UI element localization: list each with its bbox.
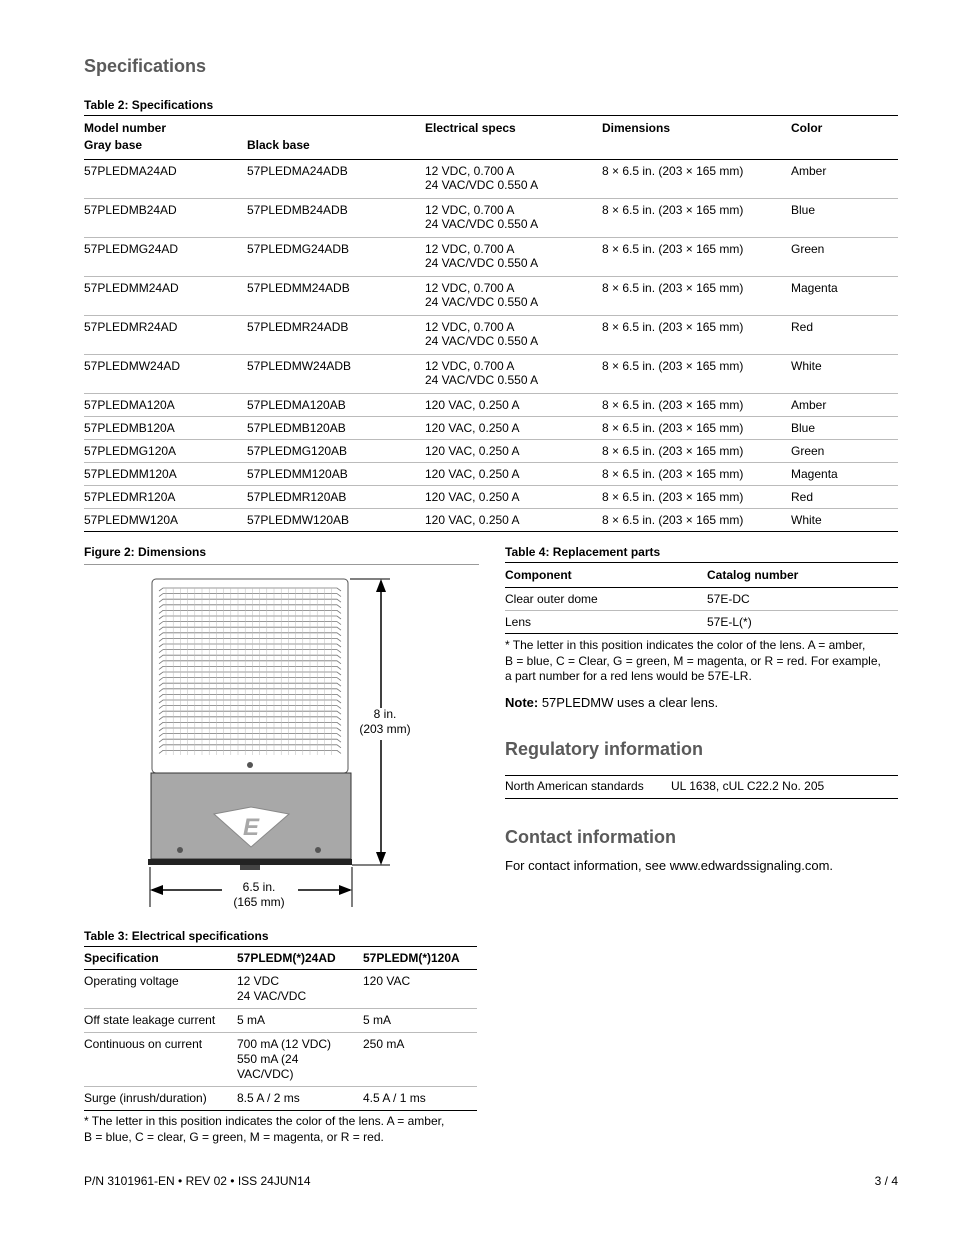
- table-row: [84, 1087, 477, 1111]
- regulatory-label: North American standards: [505, 779, 644, 793]
- dimensions-value: 8 × 6.5 in. (203 × 165 mm): [602, 463, 791, 486]
- color-value: Blue: [791, 199, 898, 238]
- black-base-model: 57PLEDMM120AB: [247, 463, 425, 486]
- table-row: [505, 588, 898, 611]
- footer-part-number: P/N 3101961-EN • REV 02 • ISS 24JUN14: [84, 1174, 311, 1188]
- arrow-down: [376, 852, 386, 865]
- table-row: [84, 238, 898, 277]
- electrical-specs-table: [84, 946, 477, 1111]
- t3-header-specification: Specification: [84, 947, 237, 970]
- electrical-spec: 12 VDC, 0.700 A 24 VAC/VDC 0.550 A: [425, 316, 602, 355]
- header-electrical-specs: Electrical specs: [425, 116, 602, 139]
- catalog-number: 57E-DC: [707, 588, 898, 611]
- logo-letter: E: [242, 814, 260, 841]
- specifications-table: [84, 115, 898, 532]
- width-label: 6.5 in. (165 mm): [233, 880, 285, 909]
- black-base-model: 57PLEDMB120AB: [247, 417, 425, 440]
- color-value: Magenta: [791, 463, 898, 486]
- color-value: Magenta: [791, 277, 898, 316]
- gray-base-model: 57PLEDMG120A: [84, 440, 247, 463]
- regulatory-value: UL 1638, cUL C22.2 No. 205: [671, 779, 825, 793]
- table-row: [84, 440, 898, 463]
- gray-base-model: 57PLEDMA24AD: [84, 160, 247, 199]
- header-gray-base: Gray base: [84, 138, 247, 160]
- spec-name: Surge (inrush/duration): [84, 1087, 237, 1111]
- electrical-spec: 12 VDC, 0.700 A 24 VAC/VDC 0.550 A: [425, 277, 602, 316]
- spec-120a-value: 5 mA: [363, 1009, 477, 1033]
- gray-base-model: 57PLEDMB24AD: [84, 199, 247, 238]
- table-row: [84, 160, 898, 199]
- dome-outline: [152, 579, 348, 773]
- table-row: [84, 277, 898, 316]
- color-value: Amber: [791, 394, 898, 417]
- black-base-model: 57PLEDMA120AB: [247, 394, 425, 417]
- spec-120a-value: 4.5 A / 1 ms: [363, 1087, 477, 1111]
- dimensions-value: 8 × 6.5 in. (203 × 165 mm): [602, 238, 791, 277]
- spec-24ad-value: 12 VDC 24 VAC/VDC: [237, 970, 363, 1009]
- table-row: [84, 355, 898, 394]
- spec-24ad-value: 5 mA: [237, 1009, 363, 1033]
- spec-120a-value: 120 VAC: [363, 970, 477, 1009]
- gray-base-model: 57PLEDMR24AD: [84, 316, 247, 355]
- color-value: White: [791, 355, 898, 394]
- electrical-spec: 12 VDC, 0.700 A 24 VAC/VDC 0.550 A: [425, 238, 602, 277]
- electrical-spec: 12 VDC, 0.700 A 24 VAC/VDC 0.550 A: [425, 199, 602, 238]
- table-3-caption: Table 3: Electrical specifications: [84, 929, 269, 943]
- gray-base-model: 57PLEDMM24AD: [84, 277, 247, 316]
- base-screw-right: [315, 847, 321, 853]
- replacement-parts-table: [505, 562, 898, 634]
- dimensions-value: 8 × 6.5 in. (203 × 165 mm): [602, 440, 791, 463]
- base-connector: [240, 865, 260, 870]
- color-value: White: [791, 509, 898, 532]
- table-4-footnote: * The letter in this position indicates the color of the lens. A = amber, B = blue, C = Clear, G = green, M = magenta, or R = red. For example, a part number for a red lens would be 57E-LR.: [505, 638, 881, 683]
- base-plate: [148, 859, 352, 865]
- table-row: [84, 417, 898, 440]
- black-base-model: 57PLEDMR24ADB: [247, 316, 425, 355]
- component-name: Lens: [505, 611, 707, 634]
- color-value: Red: [791, 486, 898, 509]
- black-base-model: 57PLEDMB24ADB: [247, 199, 425, 238]
- black-base-model: 57PLEDMA24ADB: [247, 160, 425, 199]
- header-dimensions: Dimensions: [602, 116, 791, 139]
- spec-name: Off state leakage current: [84, 1009, 237, 1033]
- header-black-base: Black base: [247, 138, 425, 160]
- black-base-model: 57PLEDMM24ADB: [247, 277, 425, 316]
- dimensions-value: 8 × 6.5 in. (203 × 165 mm): [602, 509, 791, 532]
- spec-24ad-value: 700 mA (12 VDC) 550 mA (24 VAC/VDC): [237, 1033, 363, 1087]
- specifications-heading: Specifications: [84, 56, 207, 76]
- table-row: [84, 970, 477, 1009]
- color-value: Green: [791, 238, 898, 277]
- table-2-caption: Table 2: Specifications: [84, 98, 214, 112]
- regulatory-heading: Regulatory information: [505, 739, 704, 759]
- color-value: Red: [791, 316, 898, 355]
- electrical-spec: 120 VAC, 0.250 A: [425, 486, 602, 509]
- electrical-spec: 120 VAC, 0.250 A: [425, 440, 602, 463]
- header-model-number: Model number: [84, 116, 247, 139]
- electrical-spec: 120 VAC, 0.250 A: [425, 394, 602, 417]
- gray-base-model: 57PLEDMM120A: [84, 463, 247, 486]
- gray-base-model: 57PLEDMW120A: [84, 509, 247, 532]
- contact-text: For contact information, see www.edwardssignaling.com.: [505, 858, 834, 873]
- gray-base-model: 57PLEDMR120A: [84, 486, 247, 509]
- electrical-spec: 12 VDC, 0.700 A 24 VAC/VDC 0.550 A: [425, 160, 602, 199]
- electrical-spec: 12 VDC, 0.700 A 24 VAC/VDC 0.550 A: [425, 355, 602, 394]
- color-value: Green: [791, 440, 898, 463]
- t4-header-component: Component: [505, 563, 707, 588]
- catalog-number: 57E-L(*): [707, 611, 898, 634]
- dimensions-value: 8 × 6.5 in. (203 × 165 mm): [602, 486, 791, 509]
- black-base-model: 57PLEDMG120AB: [247, 440, 425, 463]
- table-row: [84, 316, 898, 355]
- table-row: [84, 199, 898, 238]
- arrow-right: [339, 885, 352, 895]
- t3-header-120a: 57PLEDM(*)120A: [363, 947, 477, 970]
- component-name: Clear outer dome: [505, 588, 707, 611]
- gray-base-model: 57PLEDMB120A: [84, 417, 247, 440]
- header-color: Color: [791, 116, 898, 139]
- dimensions-drawing: [140, 570, 400, 910]
- table-row: [505, 611, 898, 634]
- t3-header-24ad: 57PLEDM(*)24AD: [237, 947, 363, 970]
- electrical-spec: 120 VAC, 0.250 A: [425, 417, 602, 440]
- spec-24ad-value: 8.5 A / 2 ms: [237, 1087, 363, 1111]
- table-row: [84, 509, 898, 532]
- color-value: Blue: [791, 417, 898, 440]
- table-3-footnote: * The letter in this position indicates the color of the lens. A = amber, B = blue, C = clear, G = green, M = magenta, or R = red.: [84, 1114, 445, 1144]
- black-base-model: 57PLEDMR120AB: [247, 486, 425, 509]
- dome-screw: [247, 762, 253, 768]
- spec-name: Operating voltage: [84, 970, 237, 1009]
- regulatory-row: [505, 779, 824, 793]
- dimensions-value: 8 × 6.5 in. (203 × 165 mm): [602, 355, 791, 394]
- gray-base-model: 57PLEDMW24AD: [84, 355, 247, 394]
- electrical-spec: 120 VAC, 0.250 A: [425, 509, 602, 532]
- gray-base-model: 57PLEDMG24AD: [84, 238, 247, 277]
- arrow-left: [150, 885, 163, 895]
- color-value: Amber: [791, 160, 898, 199]
- t4-header-catalog: Catalog number: [707, 563, 898, 588]
- figure-divider: [84, 564, 479, 565]
- black-base-model: 57PLEDMW120AB: [247, 509, 425, 532]
- table-row: [84, 463, 898, 486]
- dimensions-value: 8 × 6.5 in. (203 × 165 mm): [602, 394, 791, 417]
- dimensions-value: 8 × 6.5 in. (203 × 165 mm): [602, 316, 791, 355]
- table-4-caption: Table 4: Replacement parts: [505, 545, 661, 559]
- spec-name: Continuous on current: [84, 1033, 237, 1087]
- contact-heading: Contact information: [505, 827, 676, 847]
- lens-note: Note: 57PLEDMW uses a clear lens.: [505, 695, 719, 710]
- table-row: [84, 394, 898, 417]
- table-row: [84, 1033, 477, 1087]
- dimensions-value: 8 × 6.5 in. (203 × 165 mm): [602, 277, 791, 316]
- dimensions-value: 8 × 6.5 in. (203 × 165 mm): [602, 160, 791, 199]
- arrow-up: [376, 579, 386, 592]
- dimensions-value: 8 × 6.5 in. (203 × 165 mm): [602, 417, 791, 440]
- black-base-model: 57PLEDMG24ADB: [247, 238, 425, 277]
- electrical-spec: 120 VAC, 0.250 A: [425, 463, 602, 486]
- figure-2-caption: Figure 2: Dimensions: [84, 545, 207, 559]
- footer-page-number: 3 / 4: [874, 1174, 898, 1188]
- height-label: 8 in. (203 mm): [359, 707, 411, 736]
- table-row: [84, 1009, 477, 1033]
- spec-120a-value: 250 mA: [363, 1033, 477, 1087]
- black-base-model: 57PLEDMW24ADB: [247, 355, 425, 394]
- dimensions-value: 8 × 6.5 in. (203 × 165 mm): [602, 199, 791, 238]
- table-row: [84, 486, 898, 509]
- base-screw-left: [177, 847, 183, 853]
- gray-base-model: 57PLEDMA120A: [84, 394, 247, 417]
